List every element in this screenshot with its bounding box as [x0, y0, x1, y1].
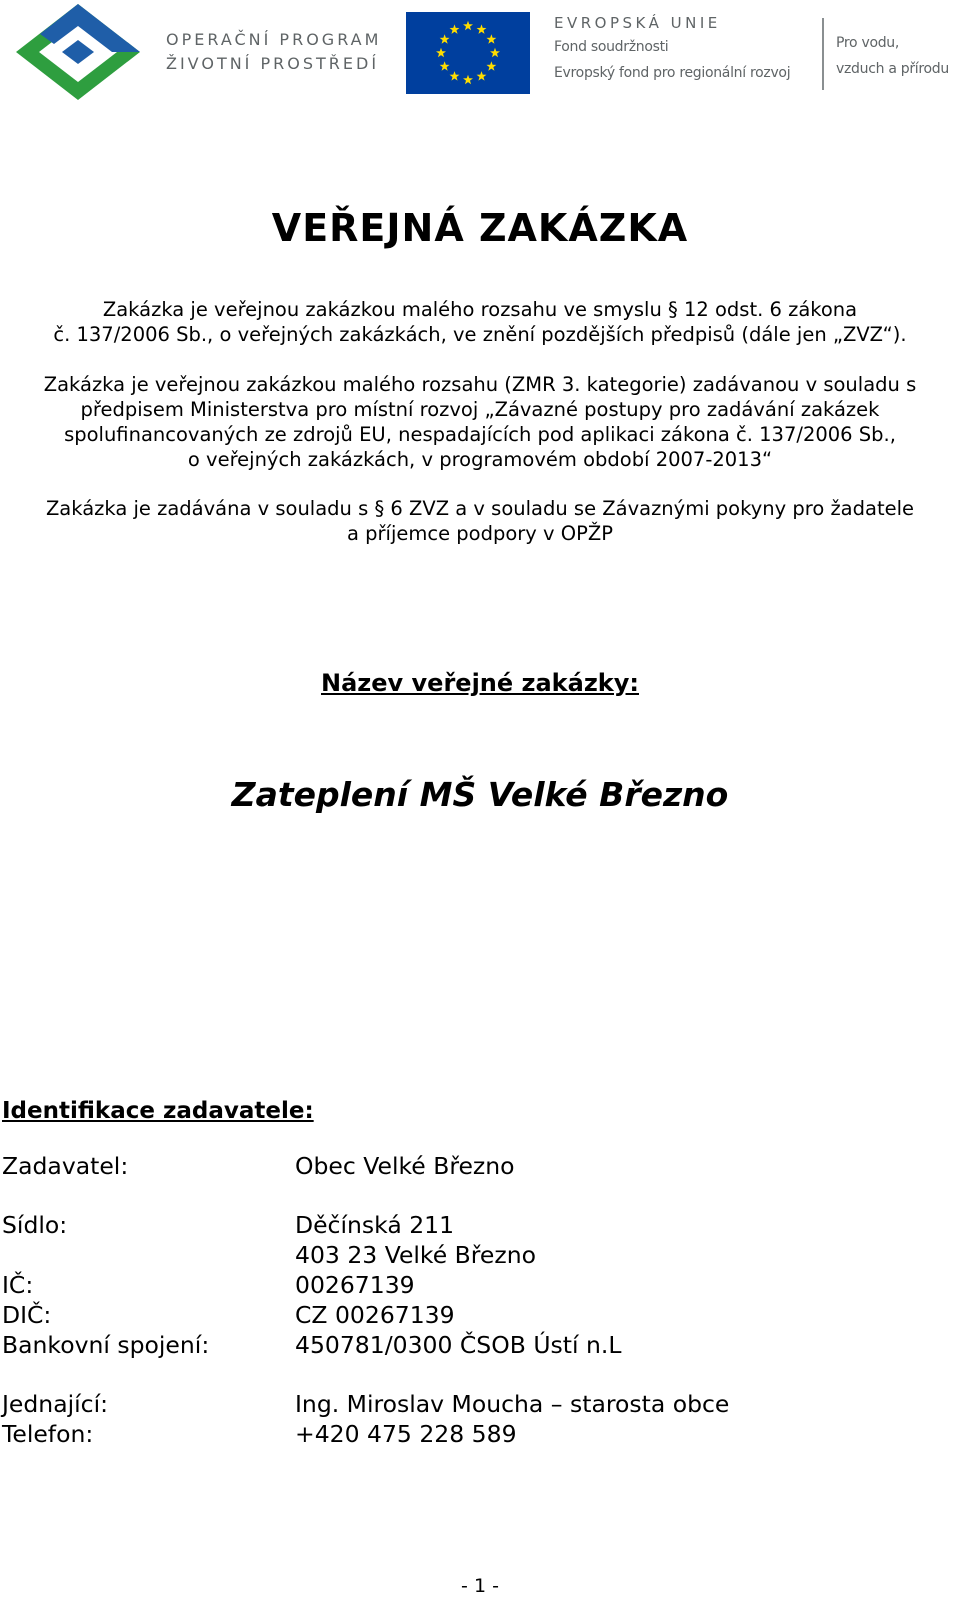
row-dic: [2, 1300, 942, 1330]
ic-value: 00267139: [295, 1271, 415, 1299]
intro-paragraph-1: [10, 297, 950, 347]
telefon-value: +420 475 228 589: [295, 1420, 517, 1448]
row-jednajici: [2, 1389, 942, 1419]
para2-line4: o veřejných zakázkách, v programovém období 2007-2013“: [187, 448, 773, 471]
zadavatel-label: Zadavatel:: [2, 1152, 129, 1180]
intro-paragraph-3: [10, 496, 950, 546]
para1-line2: č. 137/2006 Sb., o veřejných zakázkách, ve znění pozdějších předpisů (dále jen „ZVZ“).: [53, 323, 907, 346]
header-divider: [822, 18, 824, 90]
eu-flag-icon: [406, 12, 530, 94]
document-title: VEŘEJNÁ ZAKÁZKA: [271, 206, 689, 250]
sidlo-value-2: 403 23 Velké Březno: [295, 1241, 536, 1269]
row-sidlo: [2, 1210, 942, 1240]
row-ic: [2, 1270, 942, 1300]
row-sidlo-2: [2, 1240, 942, 1270]
para1-line1: Zakázka je veřejnou zakázkou malého rozsahu ve smyslu § 12 odst. 6 zákona: [102, 298, 858, 321]
bank-value: 450781/0300 ČSOB Ústí n.L: [295, 1331, 622, 1359]
page-header: [0, 0, 960, 110]
jednajici-value: Ing. Miroslav Moucha – starosta obce: [295, 1390, 730, 1418]
dic-value: CZ 00267139: [295, 1301, 455, 1329]
jednajici-label: Jednající:: [2, 1390, 109, 1418]
contract-name-label: Název veřejné zakázky:: [321, 669, 639, 697]
dic-label: DIČ:: [2, 1301, 52, 1329]
row-bank: [2, 1330, 942, 1360]
zadavatel-value: Obec Velké Březno: [295, 1152, 515, 1180]
bank-label: Bankovní spojení:: [2, 1331, 210, 1359]
intro-paragraph-2: [10, 372, 950, 472]
eu-text-block: [554, 12, 790, 86]
para2-line2: předpisem Ministerstva pro místní rozvoj „Závazné postupy pro zadávání zakázek: [80, 398, 880, 421]
para3-line2: a příjemce podpory v OPŽP: [346, 522, 613, 545]
para2-line1: Zakázka je veřejnou zakázkou malého rozsahu (ZMR 3. kategorie) zadávanou v souladu s: [43, 373, 917, 396]
row-telefon: [2, 1419, 942, 1449]
page-number: - 1 -: [461, 1575, 499, 1597]
sidlo-label: Sídlo:: [2, 1211, 68, 1239]
sidlo-value-1: Děčínská 211: [295, 1211, 455, 1239]
op-line-2: ŽIVOTNÍ PROSTŘEDÍ: [166, 54, 380, 73]
op-zp-logo-icon: [14, 2, 142, 102]
motto-text: [836, 30, 949, 82]
ic-label: IČ:: [2, 1271, 34, 1299]
para3-line1: Zakázka je zadávána v souladu s § 6 ZVZ a v souladu se Závaznými pokyny pro žadatele: [45, 497, 915, 520]
eu-title: EVROPSKÁ UNIE: [554, 14, 721, 32]
motto-line-2: vzduch a přírodu: [836, 61, 949, 77]
op-line-1: OPERAČNÍ PROGRAM: [166, 30, 382, 49]
para2-line3: spolufinancovaných ze zdrojů EU, nespadajících pod aplikaci zákona č. 137/2006 Sb.,: [64, 423, 896, 446]
eu-fund-2: Evropský fond pro regionální rozvoj: [554, 65, 791, 81]
motto-line-1: Pro vodu,: [836, 35, 900, 51]
identification-heading: Identifikace zadavatele:: [2, 1098, 314, 1124]
row-zadavatel: [2, 1151, 942, 1181]
eu-fund-1: Fond soudržnosti: [554, 39, 669, 55]
project-name: Zateplení MŠ Velké Březno: [231, 775, 729, 814]
telefon-label: Telefon:: [2, 1420, 94, 1448]
op-program-text: [166, 28, 381, 76]
